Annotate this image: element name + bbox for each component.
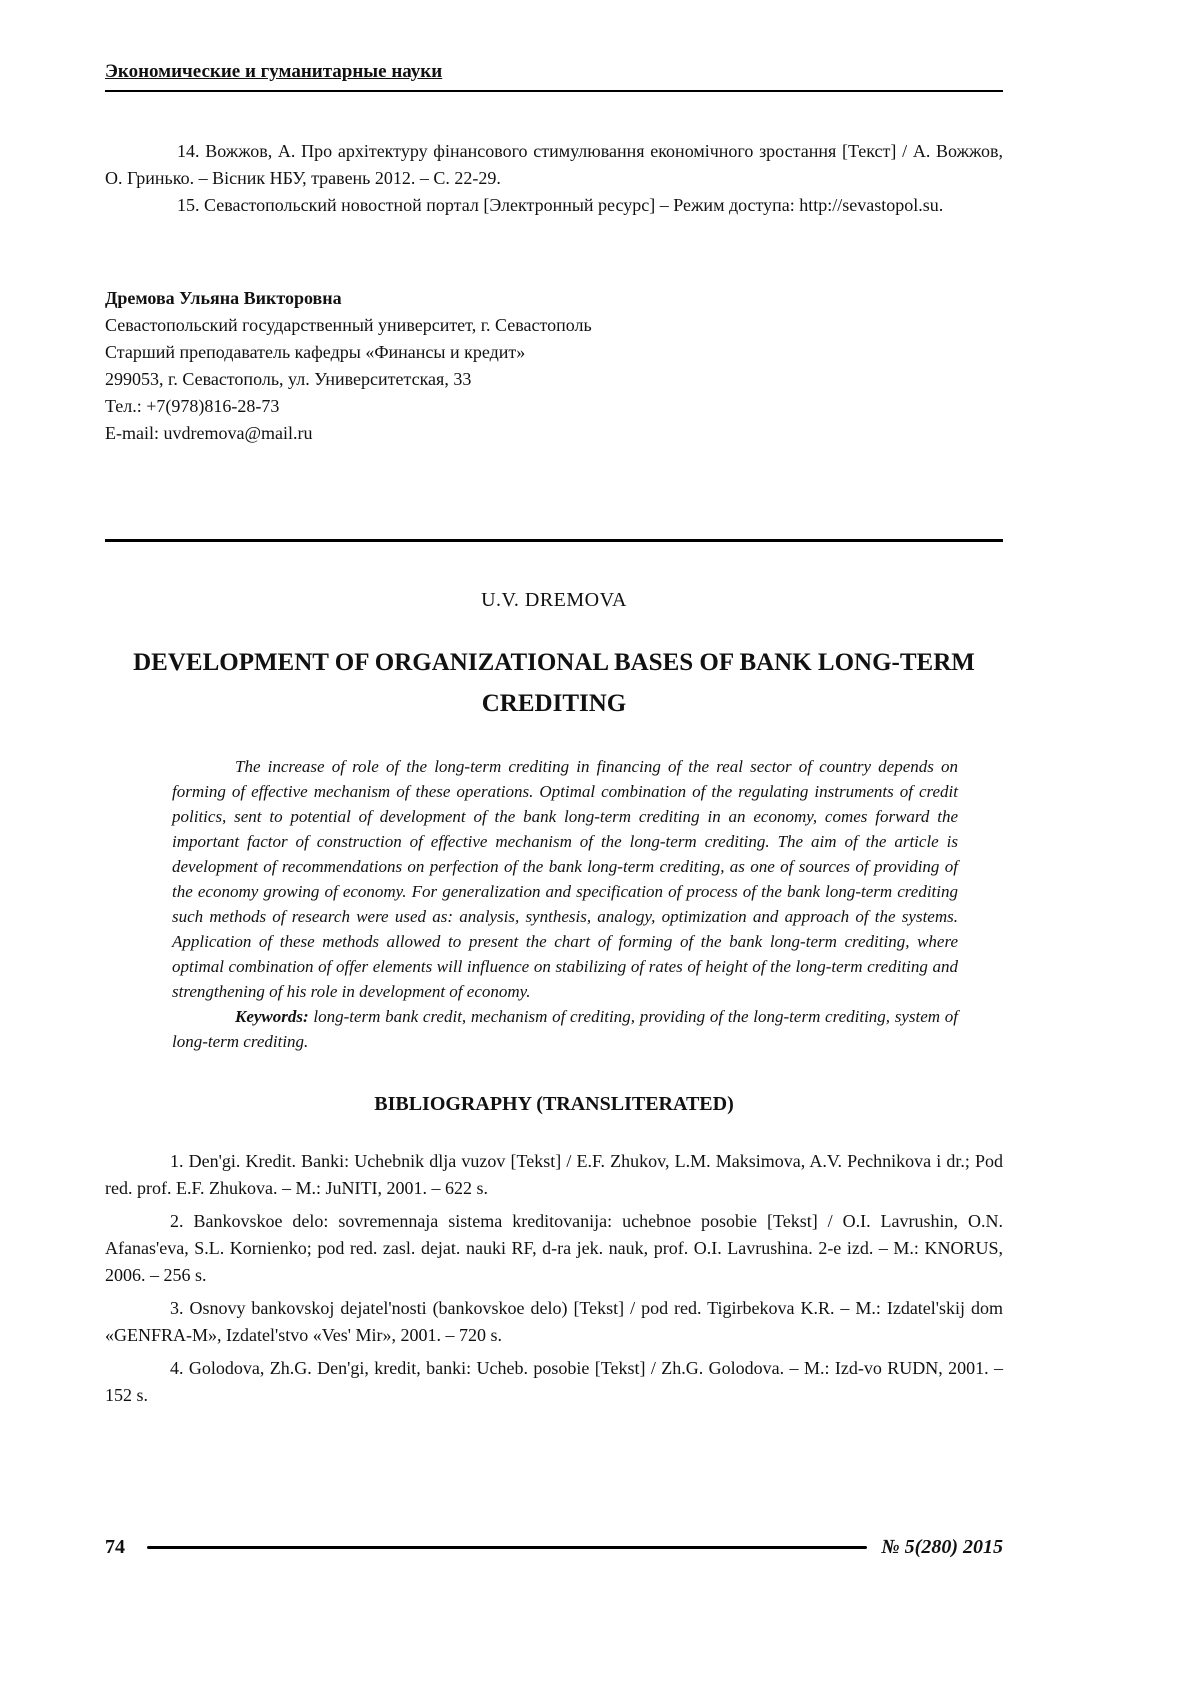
bibliography-number: 1. xyxy=(170,1151,184,1171)
section-divider xyxy=(105,539,1003,542)
reference-item xyxy=(105,138,1003,192)
author-email: E-mail: uvdremova@mail.ru xyxy=(105,423,313,443)
bibliography-heading: BIBLIOGRAPHY (TRANSLITERATED) xyxy=(374,1093,734,1115)
article-keywords xyxy=(172,1004,958,1054)
bibliography-number: 4. xyxy=(170,1358,184,1378)
bibliography-number: 2. xyxy=(170,1211,184,1231)
bibliography-number: 3. xyxy=(170,1298,184,1318)
reference-number: 15. xyxy=(177,195,200,215)
article-author-en: U.V. DREMOVA xyxy=(481,589,627,611)
author-position: Старший преподаватель кафедры «Финансы и кредит» xyxy=(105,342,526,362)
running-header xyxy=(105,58,1003,92)
running-header-title: Экономические и гуманитарные науки xyxy=(105,61,443,82)
author-phone: Тел.: +7(978)816-28-73 xyxy=(105,396,280,416)
reference-text: Севастопольский новостной портал [Электронный ресурс] – Режим доступа: http://sevastopol.su. xyxy=(204,195,944,215)
keywords-text: long-term bank credit, mechanism of crediting, providing of the long-term crediting, system of long-term crediting. xyxy=(172,1007,959,1051)
author-contact-block xyxy=(105,285,1003,447)
issue-number: № 5(280) 2015 xyxy=(881,1536,1003,1558)
author-affiliation: Севастопольский государственный университет, г. Севастополь xyxy=(105,315,592,335)
reference-number: 14. xyxy=(177,141,200,161)
bibliography-list xyxy=(105,1148,1003,1409)
author-address: 299053, г. Севастополь, ул. Университетская, 33 xyxy=(105,369,472,389)
page-footer xyxy=(105,1534,1003,1561)
bibliography-item xyxy=(105,1148,1003,1202)
bibliography-text: Bankovskoe delo: sovremennaja sistema kreditovanija: uchebnoe posobie [Tekst] / O.I. Lavrushin, O.N. Afanas'eva, S.L. Kornienko; pod red. zasl. dejat. nauki RF, d-ra jek. nauk, prof. O.I. Lavrushina. 2-e izd. – M.: KNORUS, 2006. – 256 s. xyxy=(105,1211,1003,1285)
footer-rule xyxy=(147,1546,867,1549)
page-number: 74 xyxy=(105,1536,125,1558)
article-abstract: The increase of role of the long-term crediting in financing of the real sector of country depends on forming of effective mechanism of these operations. Optimal combination of the regulating instruments of credit politics, sent to potential of development of the bank long-term crediting in an economy, comes forward the important factor of construction of effective mechanism of the long-term crediting. The aim of the article is development of recommendations on perfection of the bank long-term crediting, as one of sources of providing of the economy growing of economy. For generalization and specification of process of the bank long-term crediting such methods of research were used as: analysis, synthesis, analogy, optimization and approach of the systems. Application of these methods allowed to present the chart of forming of the bank long-term crediting, where optimal combination of offer elements will influence on stabilizing of rates of height of the long-term crediting and strengthening of his role in development of economy. xyxy=(172,757,958,1001)
keywords-label: Keywords: xyxy=(235,1007,309,1026)
bibliography-item xyxy=(105,1355,1003,1409)
author-name: Дремова Ульяна Викторовна xyxy=(105,288,342,308)
references-continued xyxy=(105,138,1003,219)
reference-text: Вожжов, А. Про архітектуру фінансового стимулювання економічного зростання [Текст] / А. Вожжов, О. Гринько. – Вісник НБУ, травень 2012. – С. 22-29. xyxy=(105,141,1004,188)
bibliography-item xyxy=(105,1208,1003,1289)
article-title: DEVELOPMENT OF ORGANIZATIONAL BASES OF BANK LONG-TERM CREDITING xyxy=(133,649,975,717)
bibliography-text: Den'gi. Kredit. Banki: Uchebnik dlja vuzov [Tekst] / E.F. Zhukov, L.M. Maksimova, A.V. Pechnikova i dr.; Pod red. prof. E.F. Zhukova. – M.: JuNITI, 2001. – 622 s. xyxy=(105,1151,1003,1198)
bibliography-text: Osnovy bankovskoj dejatel'nosti (bankovskoe delo) [Tekst] / pod red. Tigirbekova K.R. – M.: Izdatel'skij dom «GENFRA-M», Izdatel'stvo «Ves' Mir», 2001. – 720 s. xyxy=(105,1298,1004,1345)
reference-item xyxy=(105,192,1003,219)
bibliography-item xyxy=(105,1295,1003,1349)
bibliography-text: Golodova, Zh.G. Den'gi, kredit, banki: Ucheb. posobie [Tekst] / Zh.G. Golodova. – M.: Izd-vo RUDN, 2001. – 152 s. xyxy=(105,1358,1003,1405)
